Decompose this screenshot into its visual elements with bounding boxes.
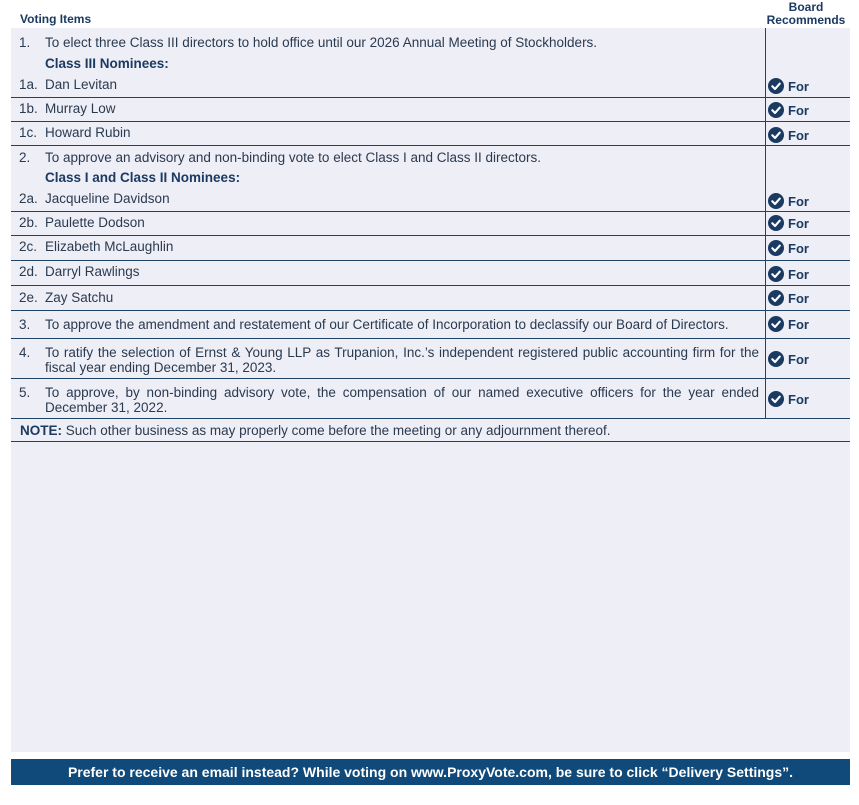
item-2b-number: 2b. <box>19 215 38 230</box>
item-4-text: To ratify the selection of Ernst & Young LLP as Trupanion, Inc.’s independent registered public accounting firm for the fiscal year ending December 31, 2023. <box>45 345 759 375</box>
voting-items-panel <box>11 28 850 752</box>
check-circle-icon <box>768 391 784 407</box>
item-3-recommendation <box>768 316 809 332</box>
item-2c-row <box>11 236 850 261</box>
for-label: For <box>788 290 809 306</box>
item-1a-name: Dan Levitan <box>45 77 118 92</box>
check-circle-icon <box>768 351 784 367</box>
for-label: For <box>788 127 809 143</box>
item-1-text: To elect three Class III directors to hold office until our 2026 Annual Meeting of Stockholders. <box>45 35 598 50</box>
item-2d-recommendation <box>768 266 809 282</box>
for-label: For <box>788 193 809 209</box>
for-label: For <box>788 240 809 256</box>
item-4-row <box>11 339 850 379</box>
check-circle-icon <box>768 102 784 118</box>
item-3-number: 3. <box>19 317 31 332</box>
item-2a-number: 2a. <box>19 191 38 206</box>
board-header-line2: Recommends <box>766 13 846 27</box>
item-1a-recommendation <box>768 78 809 94</box>
item-5-row <box>11 379 850 419</box>
item-2e-number: 2e. <box>19 290 38 305</box>
class-iii-nominees-heading: Class III Nominees: <box>45 56 169 71</box>
item-2-text: To approve an advisory and non-binding vote to elect Class I and Class II directors. <box>45 150 542 165</box>
item-2-group <box>11 146 850 212</box>
item-2d-row <box>11 261 850 286</box>
voting-items-header: Voting Items <box>20 12 92 26</box>
note-row <box>11 419 850 442</box>
for-label: For <box>788 102 809 118</box>
item-2b-recommendation <box>768 215 809 231</box>
item-2e-row <box>11 286 850 311</box>
item-2d-name: Darryl Rawlings <box>45 264 140 279</box>
for-label: For <box>788 78 809 94</box>
check-circle-icon <box>768 193 784 209</box>
for-label: For <box>788 266 809 282</box>
item-5-number: 5. <box>19 385 31 400</box>
item-2c-number: 2c. <box>19 239 38 254</box>
footer-text: Prefer to receive an email instead? While voting on www.ProxyVote.com, be sure to click “Delivery Settings”. <box>67 764 794 780</box>
item-3-row <box>11 311 850 339</box>
item-1-number: 1. <box>19 35 31 50</box>
check-circle-icon <box>768 240 784 256</box>
check-circle-icon <box>768 316 784 332</box>
delivery-settings-banner <box>11 759 850 785</box>
item-2c-recommendation <box>768 240 809 256</box>
item-2-number: 2. <box>19 150 31 165</box>
item-4-number: 4. <box>19 345 31 360</box>
item-1c-number: 1c. <box>19 125 38 140</box>
for-label: For <box>788 351 809 367</box>
item-2a-name: Jacqueline Davidson <box>45 191 170 206</box>
class-i-ii-nominees-heading: Class I and Class II Nominees: <box>45 170 241 185</box>
check-circle-icon <box>768 266 784 282</box>
for-label: For <box>788 215 809 231</box>
check-circle-icon <box>768 127 784 143</box>
item-4-recommendation <box>768 351 809 367</box>
item-2c-name: Elizabeth McLaughlin <box>45 239 174 254</box>
item-5-text: To approve, by non-binding advisory vote, the compensation of our named executive officers for the year ended December 31, 2022. <box>45 385 759 415</box>
check-circle-icon <box>768 215 784 231</box>
check-circle-icon <box>768 78 784 94</box>
item-2a-recommendation <box>768 193 809 209</box>
item-2b-name: Paulette Dodson <box>45 215 145 230</box>
item-1b-name: Murray Low <box>45 101 116 116</box>
item-3-text: To approve the amendment and restatement of our Certificate of Incorporation to declassify our Board of Directors. <box>45 317 729 332</box>
board-header-line1: Board <box>788 0 824 14</box>
item-1c-row <box>11 122 850 146</box>
note-body: Such other business as may properly come before the meeting or any adjournment thereof. <box>62 423 611 438</box>
item-1b-recommendation <box>768 102 809 118</box>
item-1b-number: 1b. <box>19 101 38 116</box>
item-2b-row <box>11 212 850 236</box>
item-1a-number: 1a. <box>19 77 38 92</box>
item-1c-recommendation <box>768 127 809 143</box>
for-label: For <box>788 391 809 407</box>
item-1c-name: Howard Rubin <box>45 125 131 140</box>
note-label: NOTE: <box>20 423 62 438</box>
item-1b-row <box>11 98 850 122</box>
item-1-group <box>11 28 850 98</box>
item-5-recommendation <box>768 391 809 407</box>
item-2e-recommendation <box>768 290 809 306</box>
item-2d-number: 2d. <box>19 264 38 279</box>
for-label: For <box>788 316 809 332</box>
check-circle-icon <box>768 290 784 306</box>
item-2e-name: Zay Satchu <box>45 290 114 305</box>
board-recommends-header <box>764 1 848 27</box>
